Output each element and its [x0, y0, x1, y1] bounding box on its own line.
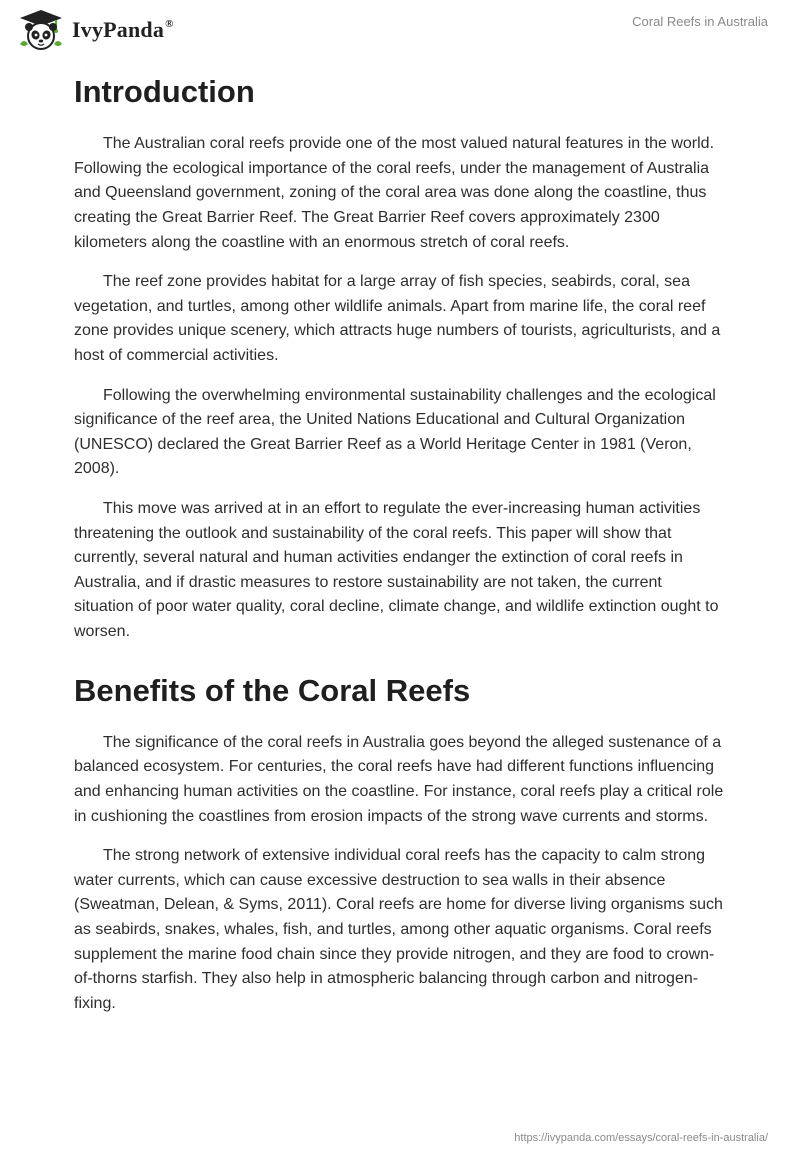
- brand-name: IvyPanda®: [72, 17, 174, 42]
- essay-body: [74, 68, 724, 1031]
- panda-graduate-icon: [16, 8, 66, 52]
- section-heading-benefits: Benefits of the Coral Reefs: [74, 672, 471, 708]
- section-heading-introduction: Introduction: [74, 74, 255, 109]
- paragraph: The Australian coral reefs provide one of the most valued natural features in the world. Following the ecological importance of the coral reefs, under the management of Australia and Queensland government, zoning of the coral area was done along the coastline, thus creating the Great Barrier Reef. The Great Barrier Reef covers approximately 2300 kilometers along the coastline with an enormous stretch of coral reefs.: [74, 135, 715, 251]
- paragraph: The reef zone provides habitat for a large array of fish species, seabirds, coral, sea vegetation, and turtles, among other wildlife animals. Apart from marine life, the coral reef zone provides unique scenery, which attracts huge numbers of tourists, agriculturists, and a host of commercial activities.: [74, 273, 721, 365]
- source-url-link[interactable]: https://ivypanda.com/essays/coral-reefs-in-australia/: [514, 1132, 768, 1144]
- paragraph: The strong network of extensive individual coral reefs has the capacity to calm strong water currents, which can cause excessive destruction to sea walls in their absence (Sweatman, Delean, & Syms, 2011). Coral reefs are home for diverse living organisms such as seabirds, snakes, whales, fish, and turtles, among other aquatic organisms. Coral reefs supplement the marine food chain since they provide nitrogen, and they are food to crown-of-thorns starfish. They also help in atmospheric balancing through carbon and nitrogen-fixing.: [74, 847, 723, 1012]
- page-header: [0, 0, 800, 60]
- paragraph: This move was arrived at in an effort to regulate the ever-increasing human activities threatening the outlook and sustainability of the coral reefs. This paper will show that currently, several natural and human activities endanger the extinction of coral reefs in Australia, and if drastic measures to restore sustainability are not taken, the current situation of poor water quality, coral decline, climate change, and wildlife extinction ought to worsen.: [74, 500, 719, 640]
- document-title: Coral Reefs in Australia: [632, 14, 768, 29]
- paragraph: The significance of the coral reefs in Australia goes beyond the alleged sustenance of a balanced ecosystem. For centuries, the coral reefs have had different functions influencing and enhancing human activities on the coastline. For instance, coral reefs play a critical role in cushioning the coastlines from erosion impacts of the strong wave currents and storms.: [74, 733, 724, 825]
- paragraph: Following the overwhelming environmental sustainability challenges and the ecological significance of the reef area, the United Nations Educational and Cultural Organization (UNESCO) declared the Great Barrier Reef as a World Heritage Center in 1981 (Veron, 2008).: [74, 386, 716, 478]
- brand-logo[interactable]: [16, 8, 174, 52]
